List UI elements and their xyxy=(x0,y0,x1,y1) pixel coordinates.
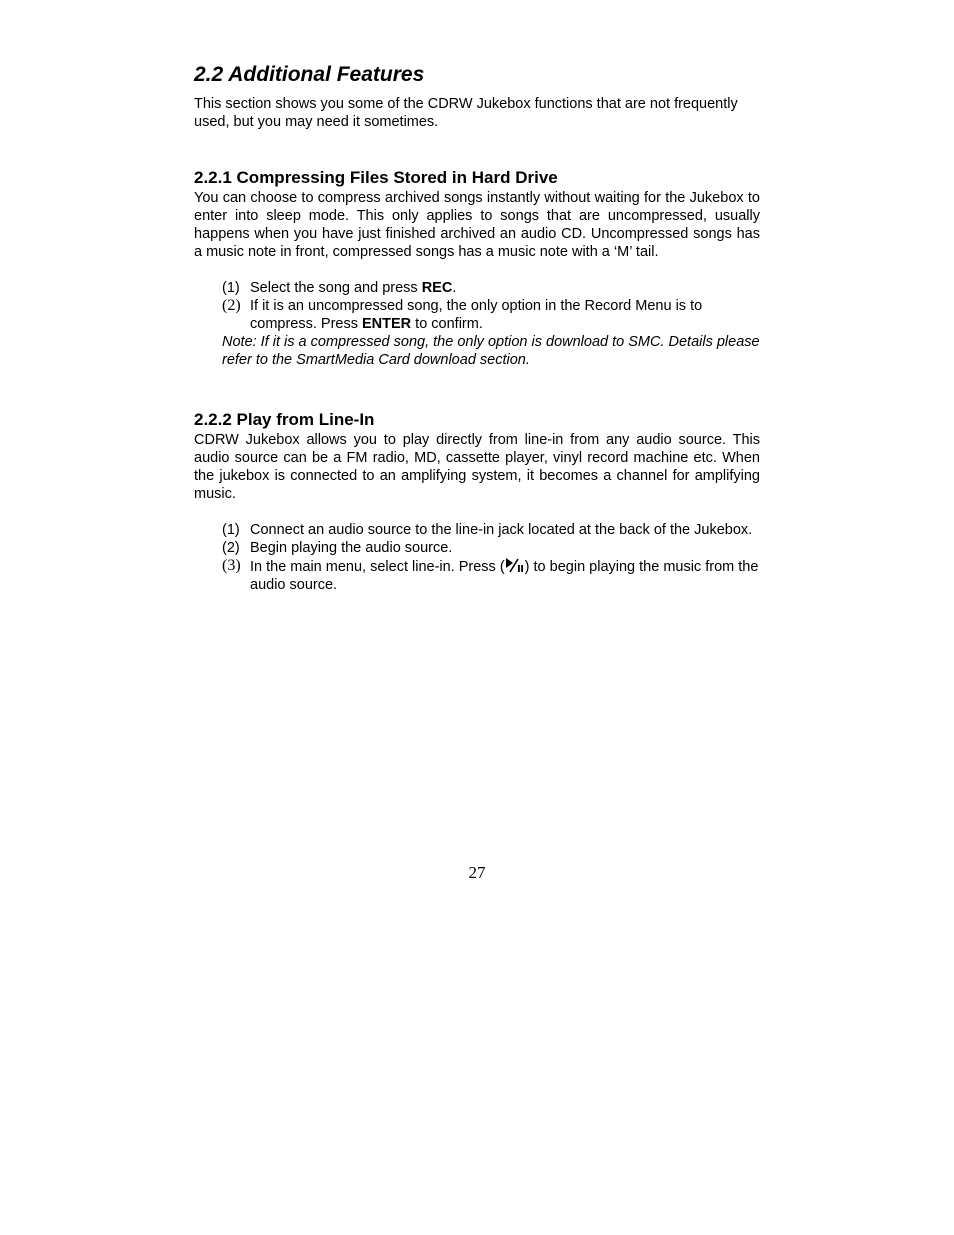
section-intro: This section shows you some of the CDRW Jukebox functions that are not frequently used, but you may need it sometimes. xyxy=(194,96,738,130)
step-item xyxy=(222,539,760,557)
document-page xyxy=(194,60,760,594)
step-text: Select the song and press xyxy=(250,280,422,296)
step-number: (2) xyxy=(222,540,240,556)
step-text: ) to begin playing the music from the audio source. xyxy=(250,559,759,593)
section-title: 2.2 Additional Features xyxy=(194,63,425,86)
step-item xyxy=(222,521,760,539)
step-text: If it is an uncompressed song, the only option in the Record Menu is to compress. Press xyxy=(250,298,703,332)
play-pause-icon xyxy=(505,557,525,573)
step-text: to confirm. xyxy=(411,316,483,332)
spacer xyxy=(194,369,760,409)
step-item xyxy=(222,557,760,594)
step-text: Begin playing the audio source. xyxy=(250,540,453,556)
step-number: (3) xyxy=(222,557,241,574)
step-number: (2) xyxy=(222,297,241,314)
step-keyword: REC xyxy=(421,280,453,296)
step-text: Connect an audio source to the line-in jack located at the back of the Jukebox. xyxy=(250,522,753,538)
step-number: (1) xyxy=(222,280,240,296)
spacer xyxy=(194,503,760,521)
step-item xyxy=(222,297,760,333)
step-number: (1) xyxy=(222,522,240,538)
step-keyword: ENTER xyxy=(362,316,412,332)
subsection-title-line-in: 2.2.2 Play from Line-In xyxy=(194,410,375,429)
steps-list-compressing xyxy=(194,279,760,369)
subsection-body-line-in: CDRW Jukebox allows you to play directly from line-in from any audio source. This audio source can be a FM radio, MD, cassette player, vinyl record machine etc. When the jukebox is connected to an amplifying system, it becomes a channel for amplifying music. xyxy=(194,432,760,502)
subsection-body-compressing: You can choose to compress archived songs instantly without waiting for the Jukebox to enter into sleep mode. This only applies to songs that are uncompressed, usually happens when you have just finished archived an audio CD. Uncompressed songs has a music note in front, compressed songs has a music note with a ‘M’ tail. xyxy=(194,190,760,260)
page-number: 27 xyxy=(468,863,486,882)
step-note: Note: If it is a compressed song, the only option is download to SMC. Details please refer to the SmartMedia Card download section. xyxy=(222,334,760,368)
step-text: In the main menu, select line-in. Press ( xyxy=(250,559,505,575)
step-item xyxy=(222,279,760,297)
steps-list-line-in xyxy=(194,521,760,594)
step-text: . xyxy=(452,280,457,296)
spacer xyxy=(194,131,760,167)
spacer xyxy=(194,261,760,279)
subsection-title-compressing: 2.2.1 Compressing Files Stored in Hard Drive xyxy=(194,168,558,187)
